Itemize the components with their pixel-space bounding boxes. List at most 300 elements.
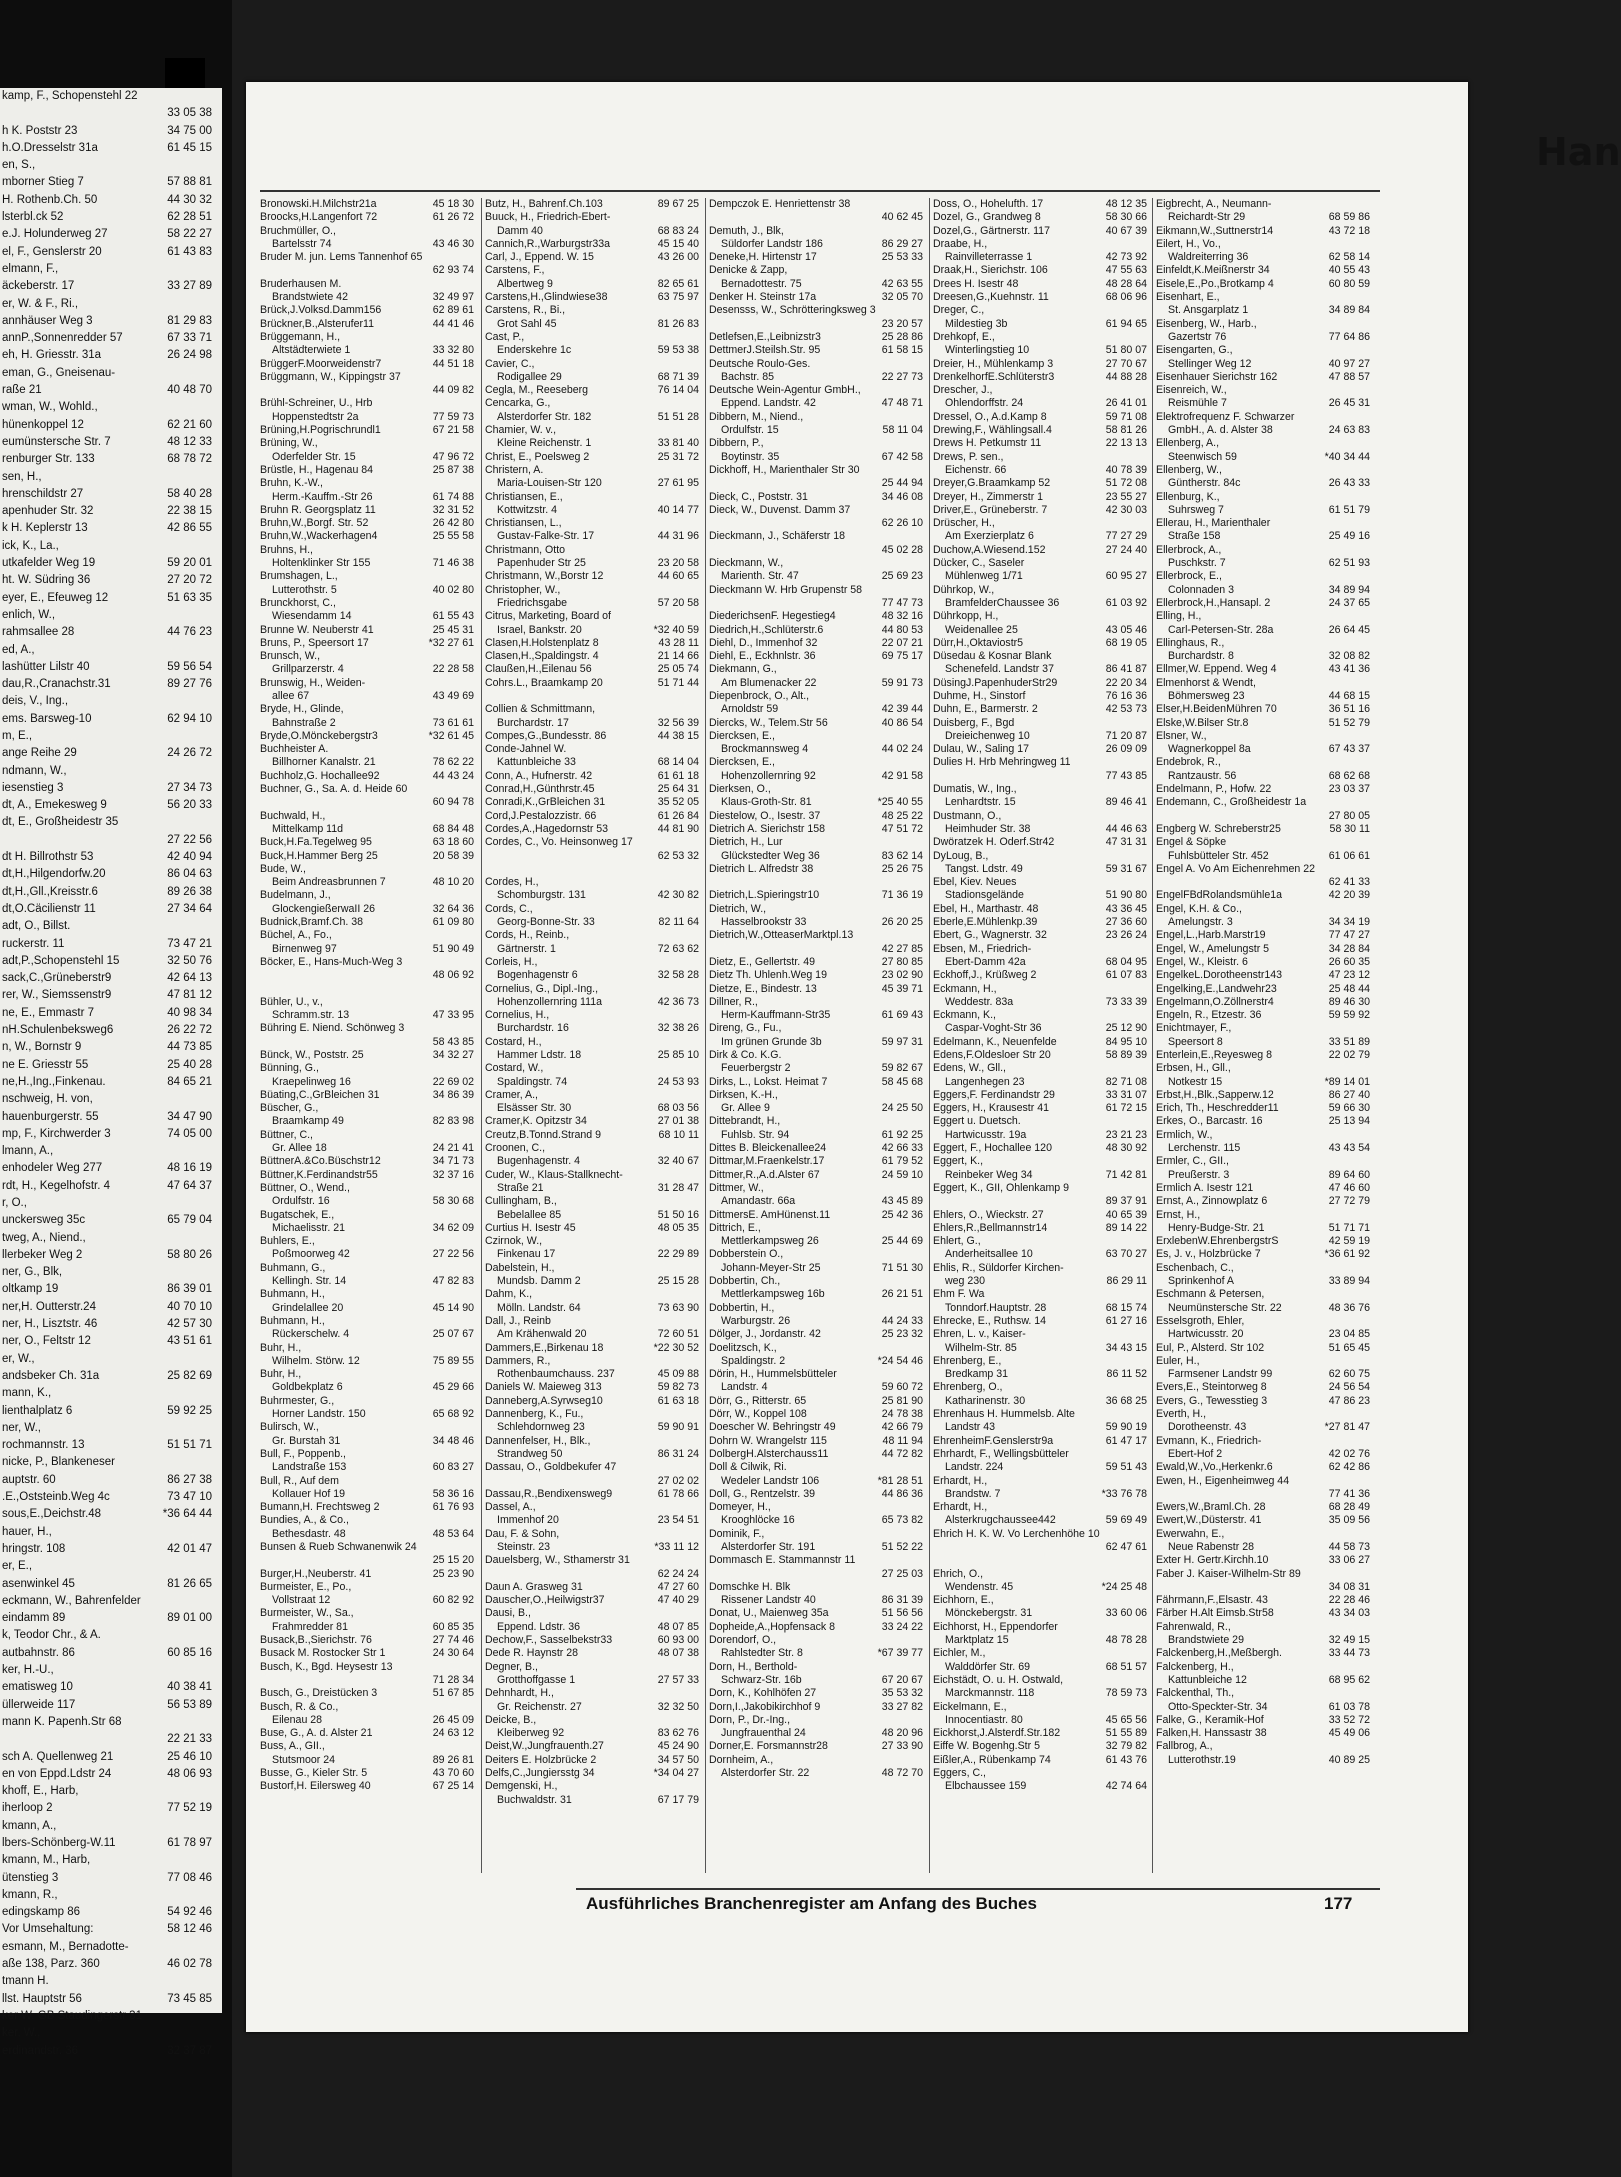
left-entry-number: 25 82 69 <box>167 1369 212 1382</box>
directory-entry <box>709 1541 927 1554</box>
directory-entry <box>260 1142 478 1155</box>
left-entry <box>0 2025 222 2042</box>
directory-entry <box>485 929 703 942</box>
entry-text: Dahm, K., <box>485 1288 533 1301</box>
phone-number: 86 31 24 <box>657 1447 699 1460</box>
directory-entry <box>260 1275 478 1288</box>
entry-text: Bugatschek, E., <box>260 1208 335 1221</box>
directory-entry <box>485 810 703 823</box>
entry-text: Dannenfelser, H., Blk., <box>485 1434 591 1447</box>
entry-text: Büttner, O., Wend., <box>260 1181 350 1194</box>
entry-text: Holtenklinker Str 155 <box>272 557 371 570</box>
entry-text: Waldreiterring 36 <box>1168 251 1249 264</box>
phone-number: 61 47 17 <box>1105 1434 1147 1447</box>
entry-text: Dierksen, O., <box>709 783 771 796</box>
directory-entry <box>709 331 927 344</box>
phone-number: 47 51 72 <box>881 822 923 835</box>
directory-entry <box>709 1076 927 1089</box>
phone-number: 59 97 31 <box>881 1035 923 1048</box>
directory-entry <box>1156 1222 1374 1235</box>
entry-text: Dührkop, W., <box>933 583 995 596</box>
phone-number: 61 51 79 <box>1328 503 1370 516</box>
entry-text: Claußen,H.,Eilenau 56 <box>485 663 592 676</box>
left-entry <box>0 417 222 434</box>
left-entry-text: ner, G., Blk, <box>2 1266 63 1279</box>
left-entry <box>0 1057 222 1074</box>
phone-number: 25 85 10 <box>657 1049 699 1061</box>
left-entry-text: iherloop 2 <box>2 1802 53 1815</box>
entry-text: Oderfelder Str. 15 <box>272 450 356 463</box>
entry-text: Erhardt, H., <box>933 1501 988 1514</box>
directory-entry <box>485 1209 703 1222</box>
directory-entry <box>485 358 703 371</box>
entry-text: Buss, A., GII., <box>260 1740 325 1753</box>
phone-number: 61 09 80 <box>432 916 474 929</box>
left-entry <box>0 918 222 935</box>
entry-text: Brückner,B.,Alsterufer11 <box>260 317 375 330</box>
directory-entry <box>933 1674 1151 1687</box>
entry-text: Dassau,R.,Bendixensweg9 <box>485 1487 613 1500</box>
left-entry <box>0 1299 222 1316</box>
entry-text: Buhrmester, G., <box>260 1394 335 1407</box>
left-entry <box>0 1714 222 1731</box>
directory-entry <box>933 703 1151 716</box>
phone-number: 34 89 94 <box>1328 583 1370 596</box>
left-entry-text: oltkamp 19 <box>2 1283 59 1296</box>
entry-text: Rodigallee 29 <box>497 370 562 383</box>
directory-entry <box>933 783 1151 796</box>
entry-text: Engelmann,O.Zöllnerstr4 <box>1156 995 1274 1008</box>
directory-entry <box>485 278 703 291</box>
directory-entry <box>260 943 478 956</box>
phone-number: 48 72 70 <box>881 1767 923 1780</box>
phone-number: 51 90 49 <box>432 942 474 955</box>
directory-entry <box>260 756 478 769</box>
directory-entry <box>709 1514 927 1527</box>
left-entry <box>0 1956 222 1973</box>
entry-text: Evmann, K., Friedrich- <box>1156 1434 1262 1447</box>
directory-entry <box>933 411 1151 424</box>
phone-number: 59 82 67 <box>881 1062 923 1075</box>
left-entry-text: ne, E., Emmastr 7 <box>2 1006 95 1019</box>
entry-text: Engel,L.,Harb.Marstr19 <box>1156 929 1266 942</box>
phone-number: 25 15 20 <box>432 1554 474 1567</box>
directory-entry <box>709 1115 927 1128</box>
directory-entry <box>485 517 703 530</box>
directory-entry <box>1156 810 1374 823</box>
phone-number: 48 07 38 <box>657 1647 699 1660</box>
entry-text: Eichler, M., <box>933 1647 986 1660</box>
phone-number: 62 51 93 <box>1328 557 1370 570</box>
directory-entry <box>709 1621 927 1634</box>
entry-text: Demgenski, H., <box>485 1780 558 1793</box>
entry-text: Burmeister, W., Sa., <box>260 1607 354 1620</box>
left-entry-text: ematisweg 10 <box>2 1681 73 1694</box>
directory-entry <box>933 1581 1151 1594</box>
phone-number: 34 46 08 <box>881 490 923 503</box>
directory-entry <box>709 876 927 889</box>
entry-text: Ohlendorffstr. 24 <box>945 397 1024 410</box>
entry-text: Bruderhausen M. <box>260 277 342 290</box>
directory-entry <box>485 717 703 730</box>
entry-text: Suhrsweg 7 <box>1168 503 1224 516</box>
phone-number: 47 86 23 <box>1328 1394 1370 1407</box>
entry-text: Im grünen Grunde 3b <box>721 1035 822 1048</box>
phone-number: 25 05 74 <box>657 663 699 676</box>
directory-entry <box>260 1687 478 1700</box>
directory-entry <box>260 1315 478 1328</box>
entry-text: Büttner, C., <box>260 1128 313 1141</box>
phone-number: 36 51 16 <box>1328 703 1370 716</box>
directory-entry <box>709 570 927 583</box>
directory-entry <box>1156 584 1374 597</box>
entry-text: Corleis, H., <box>485 955 538 968</box>
directory-entry <box>260 1714 478 1727</box>
directory-entry <box>1156 1488 1374 1501</box>
directory-entry <box>933 331 1151 344</box>
entry-text: Carstens, R., Bi., <box>485 304 566 317</box>
directory-entry <box>709 703 927 716</box>
phone-number: 51 52 79 <box>1328 716 1370 729</box>
entry-text: Wagnerkoppel 8a <box>1168 743 1251 756</box>
phone-number: 48 12 35 <box>1105 198 1147 210</box>
left-entry <box>0 347 222 364</box>
left-entry-text: annP.,Sonnenredder 57 <box>2 332 123 345</box>
entry-text: Dobbertin, Ch., <box>709 1275 781 1288</box>
left-entry-number: 25 40 28 <box>167 1058 212 1071</box>
phone-number: 33 81 40 <box>657 437 699 450</box>
entry-text: Dietrich, W., <box>709 902 767 915</box>
entry-text: Eigbrecht, A., Neumann- <box>1156 198 1272 210</box>
phone-number: 61 76 93 <box>432 1501 474 1514</box>
entry-text: Maria-Louisen-Str 120 <box>497 477 602 490</box>
directory-entry <box>260 770 478 783</box>
directory-entry <box>933 850 1151 863</box>
entry-text: Steinstr. 23 <box>497 1540 550 1553</box>
left-entry-number: 34 75 00 <box>167 124 212 137</box>
left-entry <box>0 1247 222 1264</box>
entry-text: Costard, W., <box>485 1062 544 1075</box>
entry-text: Dede R. Haynstr 28 <box>485 1647 579 1660</box>
entry-text: Eisenberg, W., Harb., <box>1156 317 1257 330</box>
phone-number: 63 70 27 <box>1105 1248 1147 1261</box>
phone-number: 73 61 61 <box>432 716 474 729</box>
directory-entry <box>485 1022 703 1035</box>
directory-entry <box>485 1647 703 1660</box>
phone-number: 23 02 90 <box>881 969 923 982</box>
phone-number: 77 47 27 <box>1328 929 1370 942</box>
directory-entry <box>485 291 703 304</box>
left-entry-text: mann K. Papenh.Str 68 <box>2 1715 122 1728</box>
entry-text: Dorendorf, O., <box>709 1634 777 1647</box>
directory-entry <box>1156 1395 1374 1408</box>
entry-text: Landstraße 153 <box>272 1461 347 1474</box>
entry-text: Ellerbrock, E., <box>1156 570 1222 583</box>
entry-text: Deiters E. Holzbrücke 2 <box>485 1753 597 1766</box>
entry-text: DiederichsenF. Hegestieg4 <box>709 610 836 623</box>
directory-entry <box>709 1355 927 1368</box>
entry-text: Ehlis, R., Süldorfer Kirchen- <box>933 1261 1064 1274</box>
directory-entry <box>485 464 703 477</box>
directory-entry <box>485 1102 703 1115</box>
phone-number: *32 61 45 <box>428 729 474 742</box>
directory-entry <box>260 1634 478 1647</box>
left-entry-text: edingskamp 86 <box>2 1906 80 1919</box>
phone-number: 59 90 19 <box>1105 1421 1147 1434</box>
phone-number: 51 56 56 <box>881 1607 923 1620</box>
phone-number: 43 36 45 <box>1105 902 1147 915</box>
column-divider <box>705 198 706 1873</box>
entry-text: Dirksen, K.-H., <box>709 1088 778 1101</box>
directory-entry <box>1156 1408 1374 1421</box>
entry-text: Mühlenweg 1/71 <box>945 570 1023 583</box>
directory-entry <box>933 903 1151 916</box>
phone-number: 68 84 48 <box>432 822 474 835</box>
directory-entry <box>709 916 927 929</box>
directory-entry <box>485 371 703 384</box>
directory-entry <box>485 863 703 876</box>
entry-text: Dannenberg, K., Fu., <box>485 1408 584 1421</box>
directory-entry <box>933 211 1151 224</box>
entry-text: DrenkelhorfE.Schlüterstr3 <box>933 370 1055 383</box>
phone-number: *36 61 92 <box>1324 1248 1370 1261</box>
directory-entry <box>709 1568 927 1581</box>
entry-text: Gärtnerstr. 1 <box>497 942 556 955</box>
entry-text: Katharinenstr. 30 <box>945 1394 1026 1407</box>
phone-number: 32 79 82 <box>1105 1740 1147 1753</box>
entry-text: Clasen,H.,Spaldingstr. 4 <box>485 650 599 663</box>
directory-entry <box>709 477 927 490</box>
directory-entry <box>260 1342 478 1355</box>
directory-entry <box>485 1528 703 1541</box>
entry-text: Feuerbergstr 2 <box>721 1062 791 1075</box>
directory-entry <box>933 1235 1151 1248</box>
directory-entry <box>709 238 927 251</box>
left-entry <box>0 1835 222 1852</box>
directory-entry <box>709 770 927 783</box>
directory-entry <box>933 358 1151 371</box>
left-entry-text: enhodeler Weg 277 <box>2 1162 103 1175</box>
entry-text: Cohrs.L., Braamkamp 20 <box>485 676 603 689</box>
entry-text: Enichtmayer, F., <box>1156 1022 1232 1035</box>
left-entry <box>0 572 222 589</box>
phone-number: 71 51 30 <box>881 1261 923 1274</box>
phone-number: 40 86 54 <box>881 716 923 729</box>
phone-number: 86 41 87 <box>1105 663 1147 676</box>
phone-number: 32 58 28 <box>657 969 699 982</box>
directory-entry <box>709 1022 927 1035</box>
left-entry-text: ker, W., <box>2 2027 41 2040</box>
phone-number: 61 58 15 <box>881 344 923 357</box>
entry-text: Kattunbleiche 33 <box>497 756 576 769</box>
directory-entry <box>485 1155 703 1168</box>
directory-entry <box>485 1554 703 1567</box>
entry-text: Fahrenwald, R., <box>1156 1620 1231 1633</box>
left-entry-text: tweg, A., Niend., <box>2 1231 86 1244</box>
directory-entry <box>260 624 478 637</box>
phone-number: 67 42 58 <box>881 450 923 463</box>
entry-text: Ellenberg, W., <box>1156 463 1222 476</box>
phone-number: 24 63 83 <box>1328 424 1370 437</box>
entry-text: Am Blumenacker 22 <box>721 676 817 689</box>
left-entry-number: 32 50 76 <box>167 954 212 967</box>
directory-entry <box>485 570 703 583</box>
directory-entry <box>260 1049 478 1062</box>
directory-entry <box>933 1129 1151 1142</box>
left-entry-text: dt H. Billrothstr 53 <box>2 851 94 864</box>
entry-text: Erbsen, H., Gll., <box>1156 1062 1231 1075</box>
directory-entry <box>709 783 927 796</box>
directory-entry <box>260 1089 478 1102</box>
left-entry <box>0 780 222 797</box>
left-entry-text: er, E., <box>2 1560 33 1573</box>
entry-text: Mildestieg 3b <box>945 317 1008 330</box>
phone-number: 48 20 96 <box>881 1727 923 1740</box>
directory-entry <box>933 530 1151 543</box>
directory-entry <box>933 1036 1151 1049</box>
directory-entry <box>709 424 927 437</box>
entry-text: Hoppenstedtstr 2a <box>272 410 359 423</box>
left-entry <box>0 1160 222 1177</box>
entry-text: Alsterkrugchaussee442 <box>945 1514 1056 1527</box>
directory-entry <box>933 1408 1151 1421</box>
left-entry <box>0 1109 222 1126</box>
directory-entry <box>260 1661 478 1674</box>
entry-text: Eggert, K., <box>933 1155 984 1168</box>
directory-entry <box>260 983 478 996</box>
entry-text: Deicke, B., <box>485 1713 537 1726</box>
phone-number: 68 95 62 <box>1328 1673 1370 1686</box>
directory-entry <box>260 1328 478 1341</box>
directory-entry <box>933 344 1151 357</box>
left-entry <box>0 2008 222 2025</box>
entry-text: Collien & Schmittmann, <box>485 703 596 716</box>
directory-entry <box>260 1262 478 1275</box>
left-entry-text: ütenstieg 3 <box>2 1871 59 1884</box>
left-entry-number: 58 80 26 <box>167 1248 212 1261</box>
directory-entry <box>260 610 478 623</box>
phone-number: 44 46 63 <box>1105 822 1147 835</box>
phone-number: 45 39 71 <box>881 982 923 995</box>
directory-entry <box>1156 597 1374 610</box>
entry-text: Dreger, C., <box>933 304 985 317</box>
entry-text: Süldorfer Landstr 186 <box>721 237 823 250</box>
directory-entry <box>709 1182 927 1195</box>
left-entry-number: 58 40 28 <box>167 487 212 500</box>
directory-entry <box>485 1169 703 1182</box>
directory-entry <box>485 956 703 969</box>
directory-entry <box>260 1115 478 1128</box>
directory-entry <box>485 663 703 676</box>
phone-number: 58 30 11 <box>1329 822 1370 835</box>
entry-text: Engel A. Vo Am Eichenrehmen 22 <box>1156 862 1316 875</box>
phone-number: 40 97 27 <box>1328 357 1370 370</box>
phone-number: 23 21 23 <box>1105 1128 1147 1141</box>
directory-entry <box>1156 238 1374 251</box>
directory-entry <box>933 770 1151 783</box>
directory-entry <box>933 1727 1151 1740</box>
entry-text: DittmersE. AmHünenst.11 <box>709 1208 831 1221</box>
entry-text: Draak,H., Sierichstr. 106 <box>933 264 1048 277</box>
directory-entry <box>1156 570 1374 583</box>
phone-number: 44 38 15 <box>657 729 699 742</box>
directory-entry <box>1156 211 1374 224</box>
phone-number: 33 24 22 <box>881 1620 923 1633</box>
entry-text: Conradi,K.,GrBleichen 31 <box>485 796 606 809</box>
entry-text: Delfs,C.,Jungiersstg 34 <box>485 1767 595 1780</box>
entry-text: Gr. Allee 18 <box>272 1142 327 1155</box>
directory-entry <box>709 1554 927 1567</box>
entry-text: Es, J. v., Holzbrücke 7 <box>1156 1248 1261 1261</box>
left-entry-text: k, Teodor Chr., & A. <box>2 1629 101 1642</box>
directory-entry <box>933 1634 1151 1647</box>
directory-entry <box>1156 1275 1374 1288</box>
directory-entry <box>709 1421 927 1434</box>
entry-text: Buse, G., A. d. Alster 21 <box>260 1727 373 1740</box>
left-entry <box>0 1178 222 1195</box>
directory-entry <box>933 1435 1151 1448</box>
directory-entry <box>933 730 1151 743</box>
directory-entry <box>1156 1049 1374 1062</box>
directory-entry <box>260 1435 478 1448</box>
left-entry-text: Vor Umsehaltung: <box>2 1923 94 1936</box>
phone-number: 32 32 50 <box>657 1700 699 1713</box>
directory-entry <box>933 424 1151 437</box>
directory-entry <box>1156 1129 1374 1142</box>
directory-entry <box>1156 1195 1374 1208</box>
directory-entry <box>260 1701 478 1714</box>
phone-number: 61 69 43 <box>881 1009 923 1022</box>
left-entry-number: 25 46 10 <box>167 1750 212 1763</box>
phone-number: 40 65 39 <box>1105 1208 1147 1221</box>
phone-number: 61 26 72 <box>432 211 474 224</box>
directory-entry <box>260 1009 478 1022</box>
entry-text: Drüscher, H., <box>933 517 995 530</box>
left-entry-number: 86 39 01 <box>167 1283 212 1296</box>
phone-number: 59 82 73 <box>657 1381 699 1394</box>
directory-entry <box>485 557 703 570</box>
left-entry-text: eumünstersche Str. 7 <box>2 435 111 448</box>
directory-entry <box>933 1368 1151 1381</box>
entry-text: DolbergH.Alsterchauss11 <box>709 1447 829 1460</box>
entry-text: Dassau, O., Goldbekufer 47 <box>485 1461 617 1474</box>
phone-number: 51 65 45 <box>1328 1341 1370 1354</box>
phone-number: 45 29 66 <box>432 1381 474 1394</box>
directory-entry <box>933 1701 1151 1714</box>
entry-text: Dobberstein O., <box>709 1248 784 1261</box>
phone-number: 89 46 30 <box>1328 995 1370 1008</box>
directory-entry <box>1156 983 1374 996</box>
directory-entry <box>709 943 927 956</box>
directory-entry <box>1156 916 1374 929</box>
entry-text: Damm 40 <box>497 224 543 237</box>
directory-entry <box>260 1594 478 1607</box>
directory-column <box>1156 198 1374 1873</box>
directory-entry <box>1156 331 1374 344</box>
left-entry-text: llst. Hauptstr 56 <box>2 1992 82 2005</box>
directory-entry <box>709 344 927 357</box>
phone-number: 42 30 82 <box>657 889 699 902</box>
entry-text: Goldbekplatz 6 <box>272 1381 343 1394</box>
directory-entry <box>709 264 927 277</box>
entry-text: Evers,E., Steintorweg 8 <box>1156 1381 1267 1394</box>
entry-text: Henry-Budge-Str. 21 <box>1168 1221 1265 1234</box>
entry-text: Bruhn, K.-W., <box>260 477 323 490</box>
entry-text: Fuhlsbütteler Str. 452 <box>1168 849 1269 862</box>
directory-entry <box>260 929 478 942</box>
entry-text: Schenefeld. Landstr 37 <box>945 663 1054 676</box>
phone-number: 43 70 60 <box>432 1767 474 1780</box>
